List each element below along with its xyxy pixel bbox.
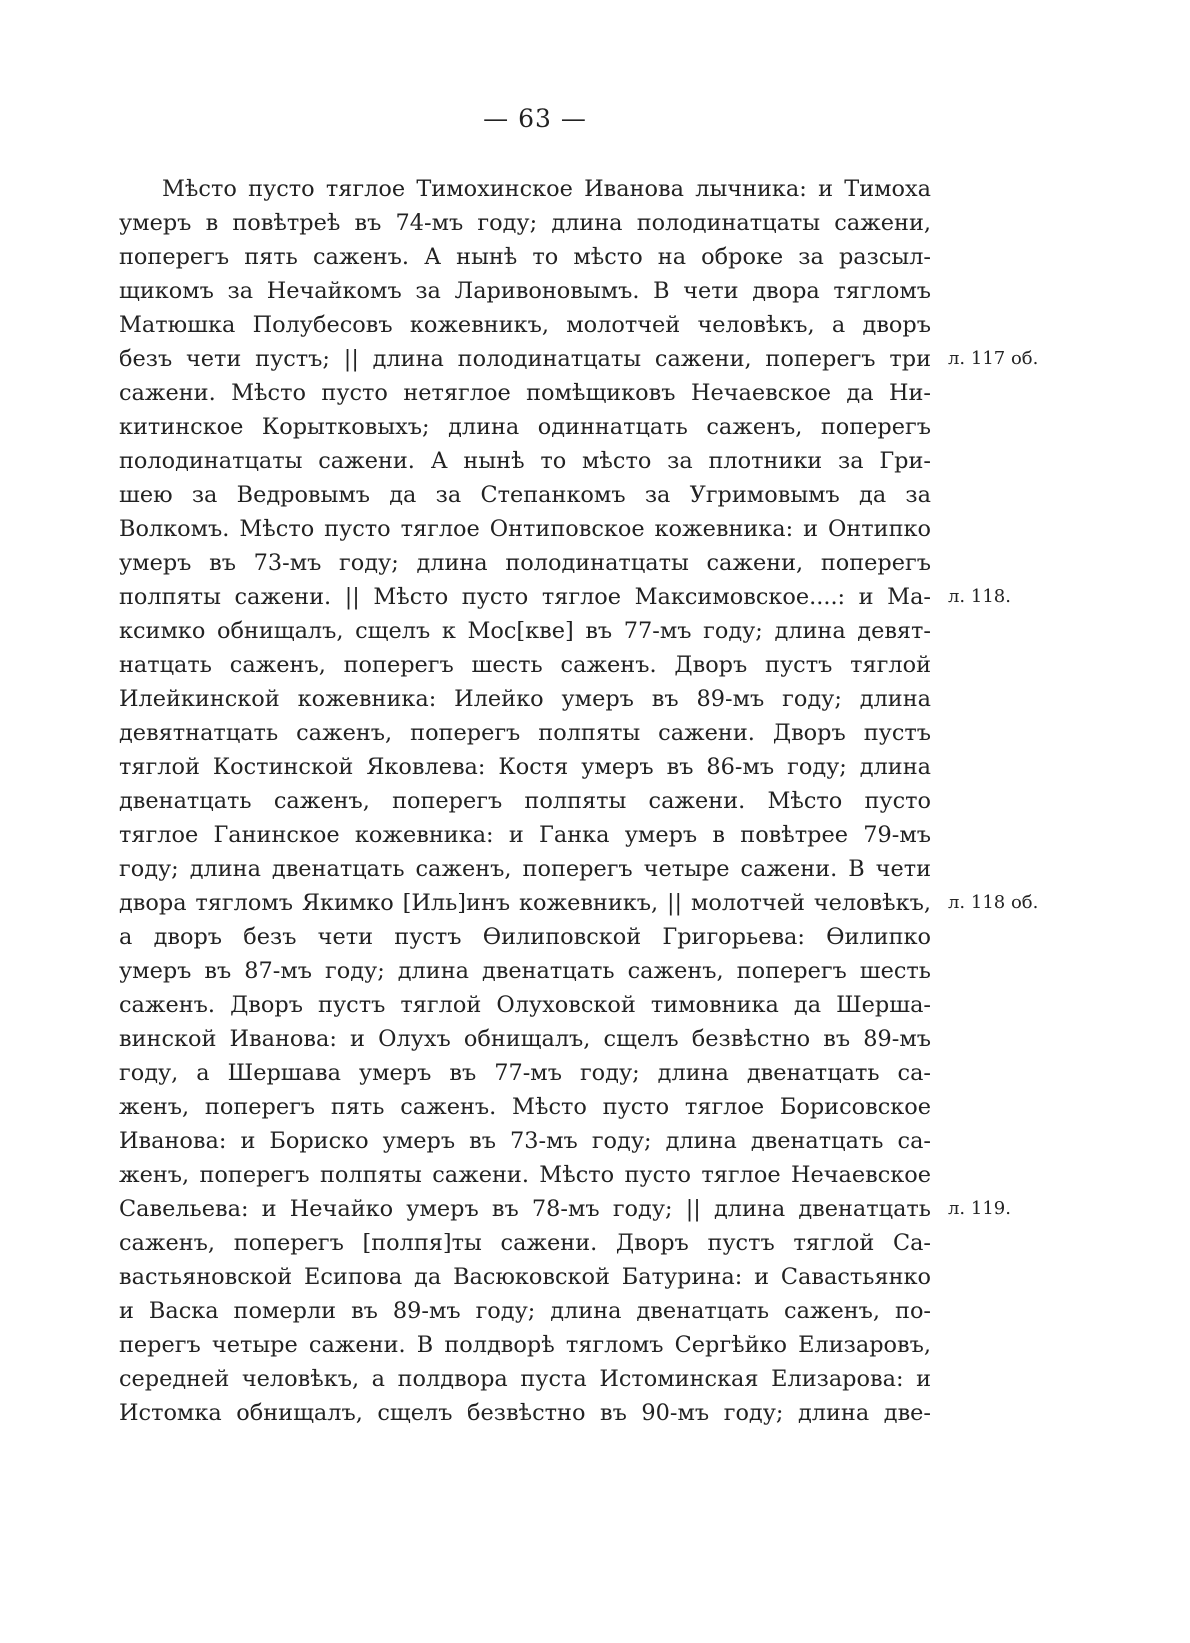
- folio-note: л. 117 об.: [948, 348, 1039, 369]
- text-line: году; длина двенатцать саженъ, поперегъ четыре сажени. В чети: [119, 856, 931, 882]
- text-line: Волкомъ. Мѣсто пусто тяглое Онтиповское кожевника: и Онтипко: [119, 516, 931, 542]
- folio-note: л. 118.: [948, 586, 1011, 607]
- folio-note: л. 119.: [948, 1198, 1011, 1219]
- text-line: Илейкинской кожевника: Илейко умеръ въ 89-мъ году; длина: [119, 686, 931, 712]
- text-line: натцать саженъ, поперегъ шесть саженъ. Дворъ пустъ тяглой: [119, 652, 931, 678]
- text-line: винской Иванова: и Олухъ обнищалъ, сщелъ безвѣстно въ 89-мъ: [119, 1026, 931, 1052]
- text-line: женъ, поперегъ пять саженъ. Мѣсто пусто тяглое Борисовское: [119, 1094, 931, 1120]
- text-line: ксимко обнищалъ, сщелъ к Мос[кве] въ 77-мъ году; длина девят-: [119, 618, 931, 644]
- text-line: а дворъ безъ чети пустъ Ѳилиповской Григорьева: Ѳилипко: [119, 924, 931, 950]
- text-line: умеръ въ 87-мъ году; длина двенатцать саженъ, поперегъ шесть: [119, 958, 931, 984]
- folio-note: л. 118 об.: [948, 892, 1039, 913]
- text-line: саженъ, поперегъ [полпя]ты сажени. Дворъ пустъ тяглой Са-: [119, 1230, 931, 1256]
- text-line: поперегъ пять саженъ. А нынѣ то мѣсто на оброке за разсыл-: [119, 244, 931, 270]
- text-line: вастьяновской Есипова да Васюковской Батурина: и Савастьянко: [119, 1264, 931, 1290]
- text-line: сажени. Мѣсто пусто нетяглое помѣщиковъ Нечаевское да Ни-: [119, 380, 931, 406]
- text-line: полпяты сажени. || Мѣсто пусто тяглое Максимовское....: и Ма-: [119, 584, 931, 610]
- text-line: Савельева: и Нечайко умеръ въ 78-мъ году; || длина двенатцать: [119, 1196, 931, 1222]
- page-number: — 63 —: [483, 104, 587, 133]
- text-line: щикомъ за Нечайкомъ за Ларивоновымъ. В чети двора тягломъ: [119, 278, 931, 304]
- text-line: тяглое Ганинское кожевника: и Ганка умеръ в повѣтрее 79-мъ: [119, 822, 931, 848]
- text-line: китинское Корытковыхъ; длина одиннатцать саженъ, поперегъ: [119, 414, 931, 440]
- text-line: шею за Ведровымъ да за Степанкомъ за Угримовымъ да за: [119, 482, 931, 508]
- text-line: Мѣсто пусто тяглое Тимохинское Иванова лычника: и Тимоха: [162, 176, 931, 202]
- text-line: полодинатцаты сажени. А нынѣ то мѣсто за плотники за Гри-: [119, 448, 931, 474]
- text-line: двенатцать саженъ, поперегъ полпяты сажени. Мѣсто пусто: [119, 788, 931, 814]
- text-line: умеръ въ 73-мъ году; длина полодинатцаты сажени, поперегъ: [119, 550, 931, 576]
- text-line: году, а Шершава умеръ въ 77-мъ году; длина двенатцать са-: [119, 1060, 931, 1086]
- text-line: девятнатцать саженъ, поперегъ полпяты сажени. Дворъ пустъ: [119, 720, 931, 746]
- text-line: тяглой Костинской Яковлева: Костя умеръ въ 86-мъ году; длина: [119, 754, 931, 780]
- text-line: середней человѣкъ, а полдвора пуста Истоминская Елизарова: и: [119, 1366, 931, 1392]
- text-line: умеръ в повѣтреѣ въ 74-мъ году; длина полодинатцаты сажени,: [119, 210, 931, 236]
- text-line: Иванова: и Бориско умеръ въ 73-мъ году; длина двенатцать са-: [119, 1128, 931, 1154]
- text-line: Матюшка Полубесовъ кожевникъ, молотчей человѣкъ, а дворъ: [119, 312, 931, 338]
- text-line: женъ, поперегъ полпяты сажени. Мѣсто пусто тяглое Нечаевское: [119, 1162, 931, 1188]
- text-line: безъ чети пустъ; || длина полодинатцаты сажени, поперегъ три: [119, 346, 931, 372]
- text-line: двора тягломъ Якимко [Иль]инъ кожевникъ, || молотчей человѣкъ,: [119, 890, 931, 916]
- text-line: и Васка померли въ 89-мъ году; длина двенатцать саженъ, по-: [119, 1298, 931, 1324]
- text-line: перегъ четыре сажени. В полдворѣ тягломъ Сергѣйко Елизаровъ,: [119, 1332, 931, 1358]
- body-text: [119, 172, 931, 1430]
- text-line: саженъ. Дворъ пустъ тяглой Олуховской тимовника да Шерша-: [119, 992, 931, 1018]
- text-line: Истомка обнищалъ, сщелъ безвѣстно въ 90-мъ году; длина две-: [119, 1400, 931, 1426]
